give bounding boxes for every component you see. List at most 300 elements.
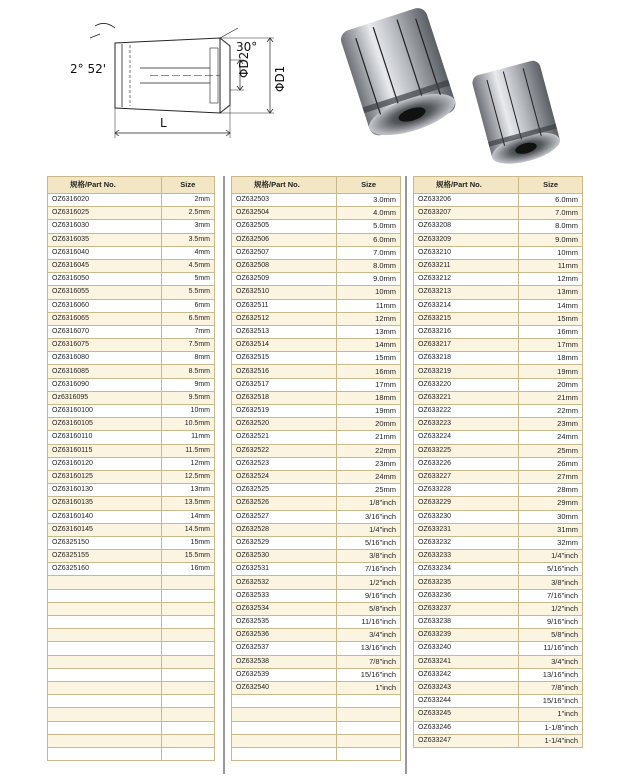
part-number-cell: OZ633241 bbox=[414, 655, 519, 668]
table-row bbox=[414, 484, 583, 497]
part-number-cell: OZ63160100 bbox=[48, 405, 162, 418]
table-row bbox=[232, 550, 401, 563]
table-row bbox=[232, 668, 401, 681]
part-number-cell: OZ632504 bbox=[232, 207, 337, 220]
size-cell: 25mm bbox=[519, 444, 583, 457]
table-row bbox=[414, 576, 583, 589]
table-row bbox=[232, 563, 401, 576]
size-cell: 14mm bbox=[161, 510, 214, 523]
size-cell: 11.5mm bbox=[161, 444, 214, 457]
size-cell bbox=[337, 695, 401, 708]
size-cell: 1-1/8"inch bbox=[519, 721, 583, 734]
size-cell: 32mm bbox=[519, 536, 583, 549]
size-cell: 28mm bbox=[519, 484, 583, 497]
size-cell: 19mm bbox=[519, 365, 583, 378]
size-cell: 21mm bbox=[337, 431, 401, 444]
table-row bbox=[48, 286, 215, 299]
table-row bbox=[232, 734, 401, 747]
part-number-cell: OZ633223 bbox=[414, 418, 519, 431]
size-cell: 6.0mm bbox=[337, 233, 401, 246]
table-row bbox=[48, 668, 215, 681]
table-row bbox=[48, 497, 215, 510]
part-number-header: 规格/Part No. bbox=[232, 177, 337, 194]
part-number-cell bbox=[232, 708, 337, 721]
part-number-cell: OZ633231 bbox=[414, 523, 519, 536]
size-cell: 18mm bbox=[337, 391, 401, 404]
part-number-cell: OZ632519 bbox=[232, 405, 337, 418]
size-cell: 7/8"inch bbox=[519, 681, 583, 694]
size-cell: 24mm bbox=[337, 470, 401, 483]
part-number-cell: OZ63160120 bbox=[48, 457, 162, 470]
table-row bbox=[48, 444, 215, 457]
size-cell bbox=[161, 602, 214, 615]
part-number-cell bbox=[48, 747, 162, 760]
table-row bbox=[48, 194, 215, 207]
size-cell: 6.5mm bbox=[161, 312, 214, 325]
part-number-cell: OZ63160145 bbox=[48, 523, 162, 536]
size-cell: 1"inch bbox=[519, 708, 583, 721]
part-number-cell: OZ6316030 bbox=[48, 220, 162, 233]
table-row bbox=[414, 194, 583, 207]
part-number-cell bbox=[48, 589, 162, 602]
size-cell: 7/16"inch bbox=[519, 589, 583, 602]
part-number-cell: OZ633234 bbox=[414, 563, 519, 576]
table-row bbox=[48, 233, 215, 246]
size-cell: 16mm bbox=[519, 325, 583, 338]
table-row bbox=[232, 629, 401, 642]
size-cell: 2mm bbox=[161, 194, 214, 207]
size-cell bbox=[161, 721, 214, 734]
size-cell: 7mm bbox=[161, 325, 214, 338]
size-cell: 18mm bbox=[519, 352, 583, 365]
table-row bbox=[414, 602, 583, 615]
table-row bbox=[48, 470, 215, 483]
table-row bbox=[414, 207, 583, 220]
size-cell: 1/4"inch bbox=[337, 523, 401, 536]
size-cell: 10mm bbox=[161, 405, 214, 418]
part-number-cell: OZ632523 bbox=[232, 457, 337, 470]
part-number-cell: OZ6316070 bbox=[48, 325, 162, 338]
size-cell bbox=[161, 681, 214, 694]
table-row bbox=[414, 616, 583, 629]
spec-table-2 bbox=[231, 176, 401, 761]
part-number-cell: OZ6316085 bbox=[48, 365, 162, 378]
table-row bbox=[232, 616, 401, 629]
part-number-cell: OZ6316065 bbox=[48, 312, 162, 325]
table-row bbox=[48, 418, 215, 431]
table-row bbox=[48, 655, 215, 668]
part-number-cell: OZ633227 bbox=[414, 470, 519, 483]
size-cell: 17mm bbox=[519, 339, 583, 352]
table-row bbox=[414, 470, 583, 483]
part-number-cell bbox=[232, 734, 337, 747]
part-number-cell bbox=[48, 602, 162, 615]
part-number-cell: OZ6325155 bbox=[48, 550, 162, 563]
part-number-cell: OZ633218 bbox=[414, 352, 519, 365]
size-cell: 5/8"inch bbox=[337, 602, 401, 615]
part-number-cell: OZ633237 bbox=[414, 602, 519, 615]
table-row bbox=[48, 259, 215, 272]
table-row bbox=[48, 550, 215, 563]
part-number-cell: OZ632534 bbox=[232, 602, 337, 615]
part-number-cell: OZ633219 bbox=[414, 365, 519, 378]
part-number-cell: OZ632515 bbox=[232, 352, 337, 365]
table-row bbox=[48, 391, 215, 404]
part-number-cell: OZ6316075 bbox=[48, 339, 162, 352]
table-row bbox=[414, 536, 583, 549]
size-cell: 11/16"inch bbox=[519, 642, 583, 655]
table-row bbox=[232, 352, 401, 365]
table-row bbox=[232, 339, 401, 352]
size-header: Size bbox=[337, 177, 401, 194]
size-cell bbox=[161, 589, 214, 602]
part-number-cell: OZ633211 bbox=[414, 259, 519, 272]
table-row bbox=[48, 378, 215, 391]
table-row bbox=[414, 299, 583, 312]
part-number-cell: OZ6316035 bbox=[48, 233, 162, 246]
size-cell: 15mm bbox=[519, 312, 583, 325]
part-number-cell bbox=[232, 695, 337, 708]
size-cell: 20mm bbox=[519, 378, 583, 391]
size-cell: 22mm bbox=[337, 444, 401, 457]
table-row bbox=[48, 457, 215, 470]
part-number-cell: OZ632536 bbox=[232, 629, 337, 642]
table-row bbox=[414, 642, 583, 655]
part-number-cell: OZ633230 bbox=[414, 510, 519, 523]
table-row bbox=[48, 681, 215, 694]
table-row bbox=[414, 721, 583, 734]
size-cell: 10.5mm bbox=[161, 418, 214, 431]
part-number-cell: OZ633225 bbox=[414, 444, 519, 457]
part-number-cell: OZ632529 bbox=[232, 536, 337, 549]
part-number-cell: OZ63160130 bbox=[48, 484, 162, 497]
size-cell: 11mm bbox=[161, 431, 214, 444]
size-cell bbox=[337, 747, 401, 760]
table-row bbox=[48, 563, 215, 576]
spec-table-3 bbox=[413, 176, 583, 748]
part-number-cell: OZ633228 bbox=[414, 484, 519, 497]
size-cell: 4mm bbox=[161, 246, 214, 259]
table-row bbox=[48, 589, 215, 602]
size-cell: 15/16"inch bbox=[519, 695, 583, 708]
table-row bbox=[232, 602, 401, 615]
part-number-cell: OZ632535 bbox=[232, 616, 337, 629]
size-cell: 25mm bbox=[337, 484, 401, 497]
table-row bbox=[48, 352, 215, 365]
size-cell: 7.5mm bbox=[161, 339, 214, 352]
size-cell: 20mm bbox=[337, 418, 401, 431]
size-cell: 3/8"inch bbox=[519, 576, 583, 589]
part-number-cell: OZ6316025 bbox=[48, 207, 162, 220]
table-row bbox=[232, 510, 401, 523]
table-row bbox=[232, 246, 401, 259]
part-number-cell: OZ632532 bbox=[232, 576, 337, 589]
size-cell: 6mm bbox=[161, 299, 214, 312]
table-row bbox=[232, 708, 401, 721]
length-label: L bbox=[160, 116, 167, 130]
part-number-cell: OZ632503 bbox=[232, 194, 337, 207]
part-number-cell: OZ6316020 bbox=[48, 194, 162, 207]
size-cell bbox=[161, 747, 214, 760]
size-cell: 5mm bbox=[161, 273, 214, 286]
size-cell: 13mm bbox=[337, 325, 401, 338]
column-divider bbox=[405, 176, 407, 774]
part-number-cell: OZ633238 bbox=[414, 616, 519, 629]
size-cell: 1-1/4"inch bbox=[519, 734, 583, 747]
table-row bbox=[48, 299, 215, 312]
size-cell: 5/16"inch bbox=[337, 536, 401, 549]
size-cell: 3.0mm bbox=[337, 194, 401, 207]
part-number-cell: OZ633222 bbox=[414, 405, 519, 418]
part-number-cell: OZ633217 bbox=[414, 339, 519, 352]
table-row bbox=[232, 325, 401, 338]
table-row bbox=[48, 312, 215, 325]
part-number-cell: OZ632531 bbox=[232, 563, 337, 576]
size-cell: 31mm bbox=[519, 523, 583, 536]
part-number-cell: OZ633244 bbox=[414, 695, 519, 708]
part-number-cell: OZ633221 bbox=[414, 391, 519, 404]
size-cell: 10mm bbox=[337, 286, 401, 299]
part-number-cell: OZ632516 bbox=[232, 365, 337, 378]
size-cell: 5/8"inch bbox=[519, 629, 583, 642]
table-row bbox=[414, 365, 583, 378]
chamfer-angle-label: 30° bbox=[236, 40, 258, 54]
part-number-cell: OZ632520 bbox=[232, 418, 337, 431]
size-header: Size bbox=[161, 177, 214, 194]
part-number-cell: OZ633215 bbox=[414, 312, 519, 325]
part-number-cell: Oz6316095 bbox=[48, 391, 162, 404]
table-row bbox=[414, 550, 583, 563]
table-row bbox=[48, 747, 215, 760]
part-number-cell bbox=[48, 629, 162, 642]
table-row bbox=[232, 207, 401, 220]
table-row bbox=[414, 233, 583, 246]
table-row bbox=[232, 642, 401, 655]
table-row bbox=[232, 220, 401, 233]
size-cell bbox=[161, 734, 214, 747]
table-row bbox=[414, 734, 583, 747]
size-cell bbox=[337, 721, 401, 734]
table-row bbox=[414, 325, 583, 338]
table-row bbox=[48, 431, 215, 444]
part-number-cell: OZ632521 bbox=[232, 431, 337, 444]
size-cell: 10mm bbox=[519, 246, 583, 259]
size-cell: 9mm bbox=[161, 378, 214, 391]
part-number-cell bbox=[48, 708, 162, 721]
table-row bbox=[232, 536, 401, 549]
part-number-cell: OZ633243 bbox=[414, 681, 519, 694]
size-cell: 1"inch bbox=[337, 681, 401, 694]
size-cell: 3/4"inch bbox=[337, 629, 401, 642]
size-cell: 5.5mm bbox=[161, 286, 214, 299]
table-row bbox=[414, 563, 583, 576]
table-row bbox=[414, 378, 583, 391]
table-row bbox=[414, 708, 583, 721]
d2-label: ΦD2 bbox=[237, 51, 251, 78]
size-cell: 15mm bbox=[337, 352, 401, 365]
part-number-cell: OZ632509 bbox=[232, 273, 337, 286]
size-cell bbox=[337, 708, 401, 721]
part-number-cell: OZ632539 bbox=[232, 668, 337, 681]
table-row bbox=[414, 312, 583, 325]
part-number-cell bbox=[48, 576, 162, 589]
table-row bbox=[48, 721, 215, 734]
table-row bbox=[232, 681, 401, 694]
size-cell: 4.5mm bbox=[161, 259, 214, 272]
size-header: Size bbox=[519, 177, 583, 194]
table-row bbox=[414, 339, 583, 352]
size-cell: 7/8"inch bbox=[337, 655, 401, 668]
size-cell: 13/16"inch bbox=[519, 668, 583, 681]
taper-angle-label: 2° 52' bbox=[70, 62, 107, 76]
table-row bbox=[48, 695, 215, 708]
size-cell: 17mm bbox=[337, 378, 401, 391]
part-number-cell: OZ633206 bbox=[414, 194, 519, 207]
part-number-cell: OZ63160110 bbox=[48, 431, 162, 444]
size-cell: 7.0mm bbox=[519, 207, 583, 220]
table-row bbox=[232, 457, 401, 470]
part-number-cell: OZ632512 bbox=[232, 312, 337, 325]
part-number-cell: OZ6316040 bbox=[48, 246, 162, 259]
part-number-cell: OZ632522 bbox=[232, 444, 337, 457]
size-cell: 16mm bbox=[161, 563, 214, 576]
table-row bbox=[414, 457, 583, 470]
size-cell: 2.5mm bbox=[161, 207, 214, 220]
part-number-cell: OZ633216 bbox=[414, 325, 519, 338]
table-row bbox=[48, 510, 215, 523]
part-number-cell: OZ6316055 bbox=[48, 286, 162, 299]
table-row bbox=[414, 510, 583, 523]
table-row bbox=[414, 523, 583, 536]
table-row bbox=[48, 708, 215, 721]
part-number-cell: OZ633220 bbox=[414, 378, 519, 391]
part-number-cell bbox=[48, 681, 162, 694]
size-cell: 15.5mm bbox=[161, 550, 214, 563]
table-row bbox=[414, 352, 583, 365]
size-cell: 3.5mm bbox=[161, 233, 214, 246]
table-row bbox=[232, 312, 401, 325]
size-cell: 5/16"inch bbox=[519, 563, 583, 576]
table-row bbox=[414, 681, 583, 694]
table-row bbox=[414, 405, 583, 418]
part-number-cell: OZ633210 bbox=[414, 246, 519, 259]
table-row bbox=[232, 655, 401, 668]
size-cell: 13/16"inch bbox=[337, 642, 401, 655]
size-cell: 11/16"inch bbox=[337, 616, 401, 629]
size-cell: 23mm bbox=[519, 418, 583, 431]
size-cell: 30mm bbox=[519, 510, 583, 523]
part-number-cell: OZ632518 bbox=[232, 391, 337, 404]
size-cell: 14.5mm bbox=[161, 523, 214, 536]
size-cell: 13.5mm bbox=[161, 497, 214, 510]
part-number-cell: OZ632538 bbox=[232, 655, 337, 668]
size-cell: 7/16"inch bbox=[337, 563, 401, 576]
part-number-cell: OZ632527 bbox=[232, 510, 337, 523]
part-number-cell: OZ632510 bbox=[232, 286, 337, 299]
size-cell: 11mm bbox=[337, 299, 401, 312]
size-cell bbox=[161, 708, 214, 721]
table-row bbox=[48, 484, 215, 497]
size-cell: 27mm bbox=[519, 470, 583, 483]
part-number-cell bbox=[48, 616, 162, 629]
table-row bbox=[232, 576, 401, 589]
table-row bbox=[414, 391, 583, 404]
size-cell bbox=[161, 576, 214, 589]
size-cell: 9.0mm bbox=[337, 273, 401, 286]
part-number-cell: OZ633235 bbox=[414, 576, 519, 589]
part-number-cell: OZ63160125 bbox=[48, 470, 162, 483]
part-number-cell: OZ632540 bbox=[232, 681, 337, 694]
size-cell: 3/4"inch bbox=[519, 655, 583, 668]
table-row bbox=[48, 325, 215, 338]
table-row bbox=[48, 576, 215, 589]
table-row bbox=[232, 523, 401, 536]
size-cell bbox=[161, 695, 214, 708]
table-row bbox=[232, 484, 401, 497]
part-number-cell bbox=[232, 747, 337, 760]
table-row bbox=[48, 629, 215, 642]
table-row bbox=[48, 207, 215, 220]
size-cell: 1/4"inch bbox=[519, 550, 583, 563]
size-cell: 8.0mm bbox=[337, 259, 401, 272]
size-cell: 11mm bbox=[519, 259, 583, 272]
size-cell: 26mm bbox=[519, 457, 583, 470]
size-cell: 8.0mm bbox=[519, 220, 583, 233]
table-row bbox=[232, 194, 401, 207]
size-cell: 14mm bbox=[337, 339, 401, 352]
table-row bbox=[48, 339, 215, 352]
part-number-cell: OZ632528 bbox=[232, 523, 337, 536]
table-row bbox=[414, 497, 583, 510]
table-row bbox=[48, 642, 215, 655]
part-number-cell: OZ633247 bbox=[414, 734, 519, 747]
part-number-cell: OZ6316080 bbox=[48, 352, 162, 365]
part-number-cell: OZ632508 bbox=[232, 259, 337, 272]
size-cell: 24mm bbox=[519, 431, 583, 444]
part-number-cell: OZ633209 bbox=[414, 233, 519, 246]
part-number-cell: OZ6316045 bbox=[48, 259, 162, 272]
size-cell: 14mm bbox=[519, 299, 583, 312]
table-row bbox=[414, 668, 583, 681]
size-cell: 15/16"inch bbox=[337, 668, 401, 681]
table-row bbox=[232, 444, 401, 457]
size-cell: 4.0mm bbox=[337, 207, 401, 220]
size-cell: 1/2"inch bbox=[337, 576, 401, 589]
part-number-cell: OZ632511 bbox=[232, 299, 337, 312]
table-row bbox=[232, 470, 401, 483]
d1-label: ΦD1 bbox=[273, 65, 287, 92]
part-number-cell: OZ633208 bbox=[414, 220, 519, 233]
table-row bbox=[232, 233, 401, 246]
table-row bbox=[414, 246, 583, 259]
size-cell: 13mm bbox=[519, 286, 583, 299]
size-cell: 6.0mm bbox=[519, 194, 583, 207]
table-row bbox=[414, 220, 583, 233]
table-row bbox=[232, 497, 401, 510]
size-cell: 16mm bbox=[337, 365, 401, 378]
size-cell: 9/16"inch bbox=[519, 616, 583, 629]
part-number-cell: OZ632537 bbox=[232, 642, 337, 655]
table-row bbox=[414, 259, 583, 272]
size-cell: 3/16"inch bbox=[337, 510, 401, 523]
table-row bbox=[48, 602, 215, 615]
part-number-cell bbox=[48, 721, 162, 734]
table-row bbox=[414, 286, 583, 299]
part-number-cell: OZ633214 bbox=[414, 299, 519, 312]
size-cell: 9.0mm bbox=[519, 233, 583, 246]
part-number-cell bbox=[48, 655, 162, 668]
part-number-cell: OZ633229 bbox=[414, 497, 519, 510]
